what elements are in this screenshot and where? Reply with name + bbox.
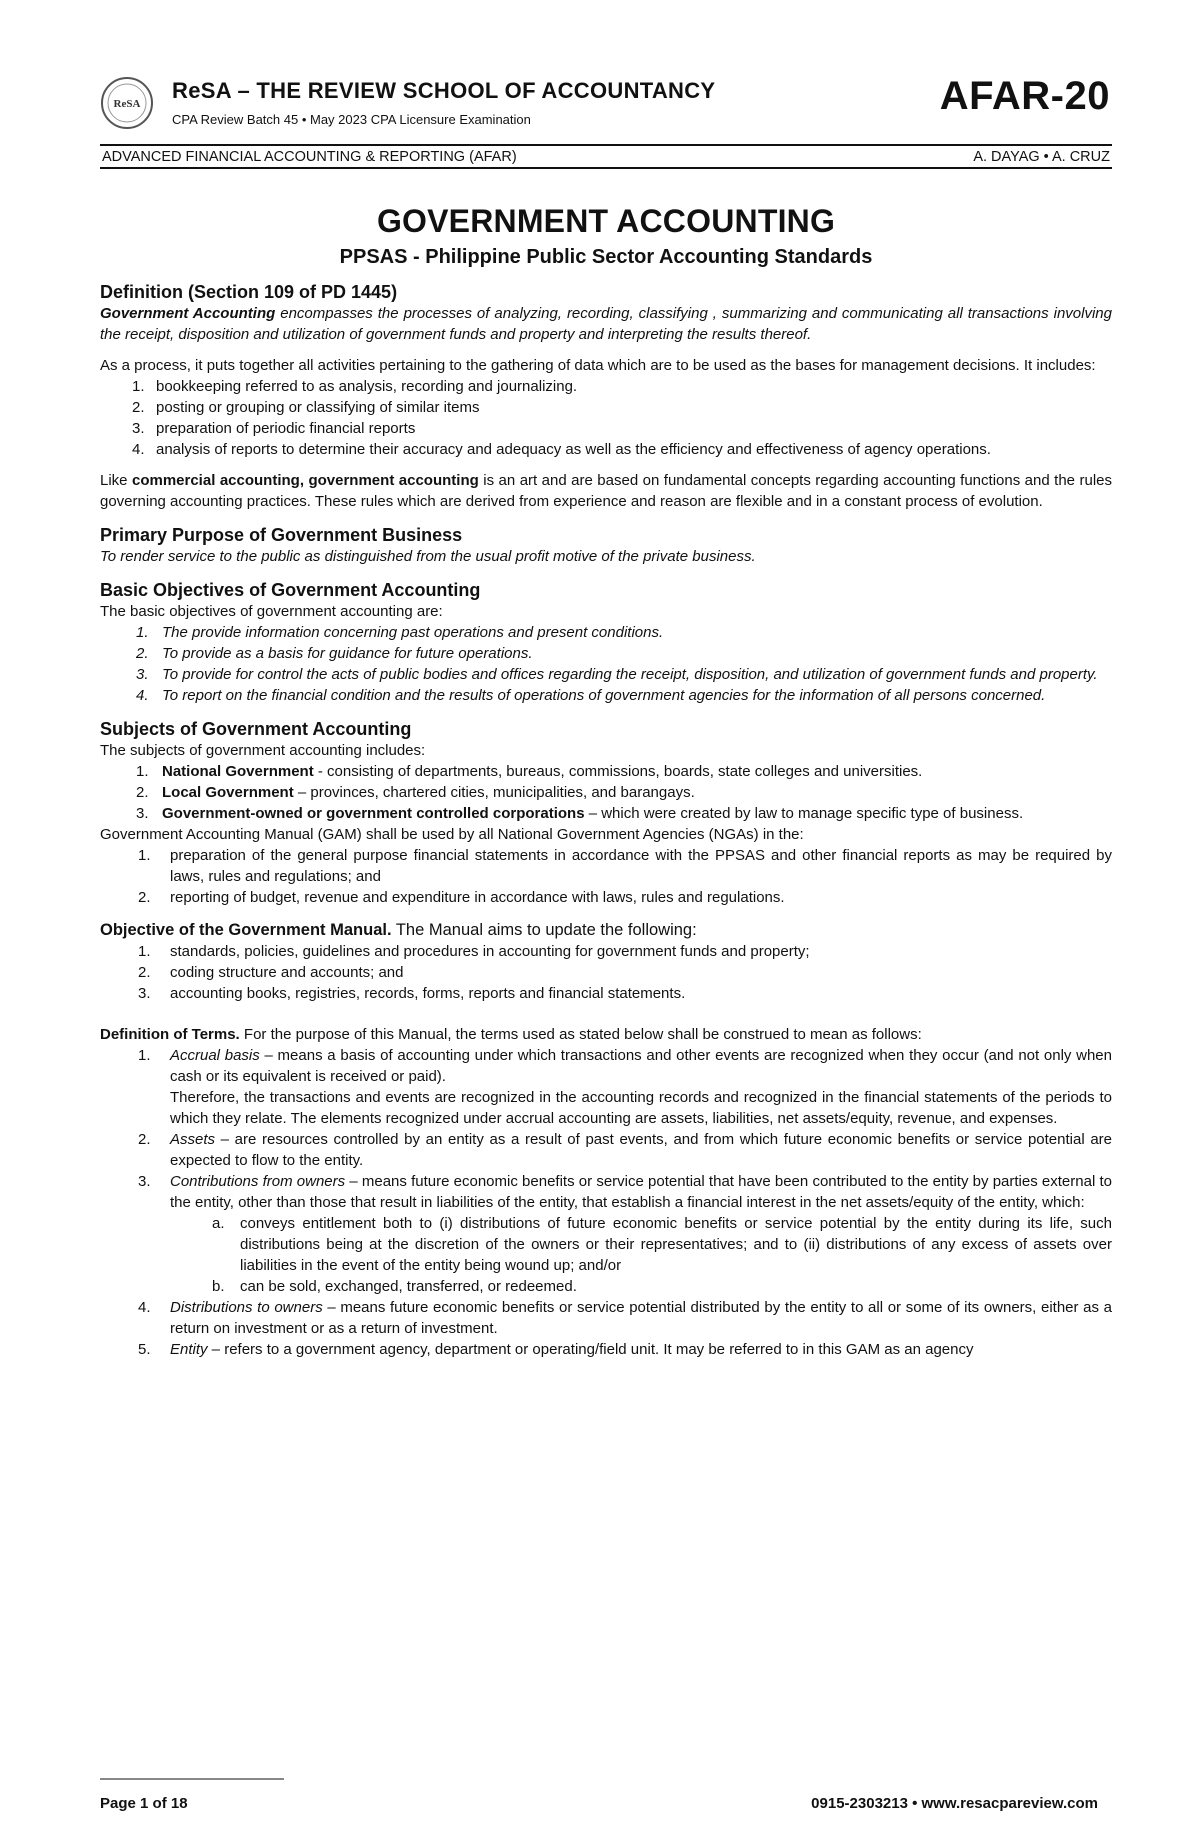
list-item: 2. Assets – are resources controlled by an entity as a result of past events, and from which future economic benefits or service potential are expected to flow to the entity. bbox=[138, 1131, 1112, 1169]
manual-objective-heading: Objective of the Government Manual. bbox=[100, 921, 392, 939]
page-header bbox=[100, 72, 1112, 142]
manual-list bbox=[100, 941, 1112, 1004]
primary-purpose-heading: Primary Purpose of Government Business bbox=[100, 525, 463, 545]
definition-term: Government Accounting bbox=[100, 305, 276, 322]
footer-rule bbox=[100, 1778, 284, 1780]
terms-list bbox=[100, 1045, 1112, 1087]
school-name: ReSA – THE REVIEW SCHOOL OF ACCOUNTANCY bbox=[172, 78, 716, 103]
accrual-continuation: Therefore, the transactions and events are recognized in the accounting records and recognized in the financial statements of the periods to which they relate. The elements recognized under accrual accounting are assets, liabilities, net assets/equity, revenue, and expenses. bbox=[170, 1089, 1112, 1127]
terms-intro: Definition of Terms. For the purpose of this Manual, the terms used as stated below shall be construed to mean as follows: bbox=[100, 1026, 922, 1043]
list-item: 2. reporting of budget, revenue and expenditure in accordance with laws, rules and regulations. bbox=[138, 889, 785, 906]
list-item: 2. To provide as a basis for guidance for future operations. bbox=[136, 645, 533, 662]
process-list bbox=[100, 376, 1112, 460]
page-number: Page 1 of 18 bbox=[100, 1795, 188, 1812]
list-item: 2. coding structure and accounts; and bbox=[138, 964, 404, 981]
manual-objective: Objective of the Government Manual. The Manual aims to update the following: bbox=[100, 921, 697, 939]
list-item: 1. standards, policies, guidelines and procedures in accounting for government funds and property; bbox=[138, 943, 810, 960]
list-item: 3. preparation of periodic financial reports bbox=[132, 420, 416, 437]
page-title: GOVERNMENT ACCOUNTING bbox=[376, 203, 836, 239]
page-subtitle: PPSAS - Philippine Public Sector Accounting Standards bbox=[339, 246, 873, 268]
list-item: 4. Distributions to owners – means future economic benefits or service potential distributed by the entity to all or some of its owners, either as a return on investment or as a return of investment. bbox=[138, 1299, 1112, 1337]
list-item: 2. Local Government – provinces, chartered cities, municipalities, and barangays. bbox=[136, 784, 695, 801]
definition-body: encompasses the processes of analyzing, recording, classifying , summarizing and communicating all transactions involving the receipt, disposition and utilization of government funds and property and interpreting the results thereof. bbox=[100, 305, 1112, 343]
objectives-heading: Basic Objectives of Government Accounting bbox=[100, 580, 481, 600]
subjects-intro: The subjects of government accounting includes: bbox=[100, 742, 426, 759]
document-code: AFAR-20 bbox=[939, 74, 1110, 118]
list-item: 1. Accrual basis – means a basis of accounting under which transactions and other events are recognized when they occur (and not only when cash or its equivalent is received or paid). bbox=[138, 1047, 1112, 1085]
terms-list-cont bbox=[100, 1129, 1112, 1213]
process-intro: As a process, it puts together all activities pertaining to the gathering of data which are to be used as the bases for management decisions. It includes: bbox=[100, 357, 1096, 374]
contribution-sublist bbox=[100, 1213, 1112, 1297]
terms-heading: Definition of Terms. bbox=[100, 1026, 240, 1043]
primary-purpose-text: To render service to the public as distinguished from the usual profit motive of the private business. bbox=[100, 548, 756, 565]
authors: A. DAYAG • A. CRUZ bbox=[973, 149, 1110, 165]
gam-intro: Government Accounting Manual (GAM) shall be used by all National Government Agencies (NGAs) in the: bbox=[100, 826, 804, 843]
list-item: 4. analysis of reports to determine their accuracy and adequacy as well as the efficiency and effectiveness of agency operations. bbox=[132, 441, 991, 458]
commercial-comparison: Like commercial accounting, government accounting is an art and are based on fundamental concepts regarding accounting functions and the rules governing accounting practices. These rules which are derived from experience and reason are flexible and in a constant process of evolution. bbox=[100, 472, 1112, 510]
objectives-list bbox=[100, 622, 1112, 706]
objectives-intro: The basic objectives of government accounting are: bbox=[100, 603, 443, 620]
list-item: 3. To provide for control the acts of public bodies and offices regarding the receipt, disposition, and utilization of government funds and property. bbox=[136, 666, 1098, 683]
list-item: 5. Entity – refers to a government agency, department or operating/field unit. It may be referred to in this GAM as an agency bbox=[138, 1341, 974, 1358]
list-item: 3. Government-owned or government controlled corporations – which were created by law to manage specific type of business. bbox=[136, 805, 1024, 822]
list-item: 3. accounting books, registries, records, forms, reports and financial statements. bbox=[138, 985, 686, 1002]
logo-text: ReSA bbox=[113, 98, 141, 110]
document-page bbox=[100, 72, 1112, 1360]
subject-bar bbox=[100, 144, 1112, 169]
definition-heading: Definition (Section 109 of PD 1445) bbox=[100, 282, 398, 302]
definition-text bbox=[100, 303, 1112, 345]
list-item: 1. The provide information concerning past operations and present conditions. bbox=[136, 624, 664, 641]
list-item: 3. Contributions from owners – means future economic benefits or service potential that have been contributed to the entity by parties external to the entity, other than those that result in liabilities of the entity, that establish a financial interest in the net assets/equity of the entity, which: bbox=[138, 1173, 1112, 1211]
subjects-heading: Subjects of Government Accounting bbox=[100, 719, 412, 739]
list-item: 1. National Government - consisting of departments, bureaus, commissions, boards, state colleges and universities. bbox=[136, 763, 923, 780]
list-item: 2. posting or grouping or classifying of similar items bbox=[132, 399, 480, 416]
resa-logo-icon bbox=[100, 76, 154, 130]
batch-info: CPA Review Batch 45 • May 2023 CPA Licensure Examination bbox=[172, 112, 531, 127]
footer-contact: 0915-2303213 • www.resacpareview.com bbox=[811, 1795, 1098, 1812]
subjects-list bbox=[100, 761, 1112, 824]
list-item: 1. preparation of the general purpose financial statements in accordance with the PPSAS and other financial reports as may be required by laws, rules and regulations; and bbox=[138, 847, 1112, 885]
list-item: a. conveys entitlement both to (i) distributions of future economic benefits or service potential by the entity during its life, such distributions being at the discretion of the owners or their representatives; and to (ii) distributions of any excess of assets over liabilities in the event of the entity being wound up; and/or bbox=[212, 1215, 1112, 1274]
subject-name: ADVANCED FINANCIAL ACCOUNTING & REPORTING (AFAR) bbox=[102, 149, 517, 165]
terms-list-end bbox=[100, 1297, 1112, 1360]
gam-list bbox=[100, 845, 1112, 908]
list-item: 1. bookkeeping referred to as analysis, recording and journalizing. bbox=[132, 378, 578, 395]
list-item: b. can be sold, exchanged, transferred, or redeemed. bbox=[212, 1278, 577, 1295]
list-item: 4. To report on the financial condition and the results of operations of government agencies for the information of all persons concerned. bbox=[136, 687, 1046, 704]
